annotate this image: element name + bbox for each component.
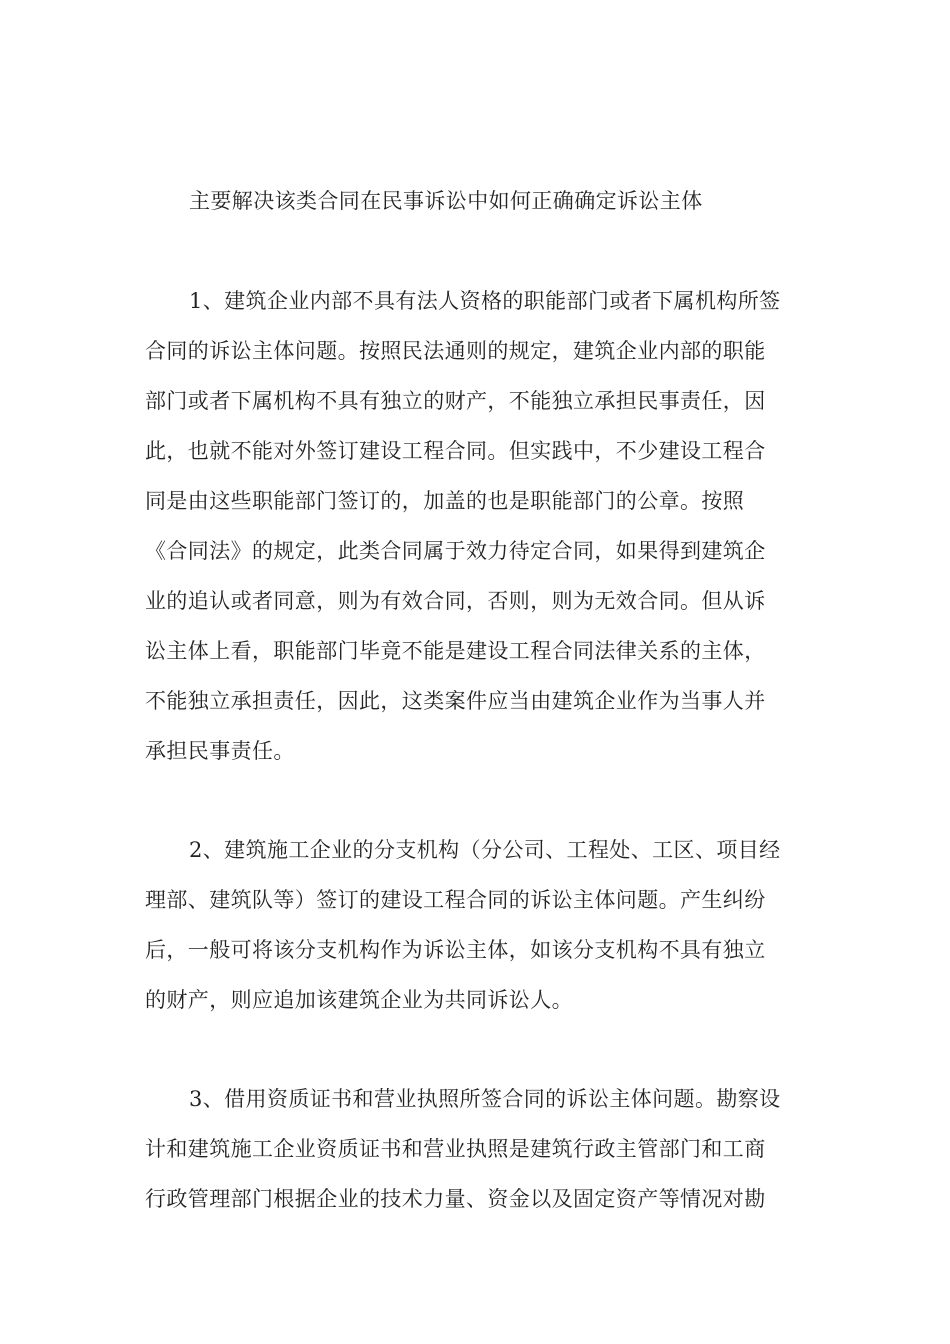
paragraph-line: 3、借用资质证书和营业执照所签合同的诉讼主体问题。勘察设 bbox=[189, 1087, 781, 1111]
paragraph-line: 后，一般可将该分支机构作为诉讼主体，如该分支机构不具有独立 bbox=[145, 938, 766, 962]
paragraph-line: 1、建筑企业内部不具有法人资格的职能部门或者下属机构所签 bbox=[189, 289, 781, 313]
paragraph-line: 行政管理部门根据企业的技术力量、资金以及固定资产等情况对勘 bbox=[145, 1187, 766, 1211]
paragraph-line: 计和建筑施工企业资质证书和营业执照是建筑行政主管部门和工商 bbox=[145, 1137, 766, 1161]
paragraph-line: 承担民事责任。 bbox=[145, 739, 295, 763]
paragraph-line: 的财产，则应追加该建筑企业为共同诉讼人。 bbox=[145, 988, 573, 1012]
paragraph-line: 业的追认或者同意，则为有效合同，否则，则为无效合同。但从诉 bbox=[145, 589, 766, 613]
paragraph-line: 讼主体上看，职能部门毕竟不能是建设工程合同法律关系的主体， bbox=[145, 639, 766, 663]
paragraph-line: 合同的诉讼主体问题。按照民法通则的规定，建筑企业内部的职能 bbox=[145, 339, 766, 363]
paragraph-line: 部门或者下属机构不具有独立的财产，不能独立承担民事责任，因 bbox=[145, 389, 766, 413]
paragraph-line: 此，也就不能对外签订建设工程合同。但实践中，不少建设工程合 bbox=[145, 439, 766, 463]
document-heading: 主要解决该类合同在民事诉讼中如何正确确定诉讼主体 bbox=[189, 189, 703, 213]
paragraph-line: 《合同法》的规定，此类合同属于效力待定合同，如果得到建筑企 bbox=[145, 539, 766, 563]
paragraph-line: 同是由这些职能部门签订的，加盖的也是职能部门的公章。按照 bbox=[145, 489, 745, 513]
paragraph-line: 理部、建筑队等）签订的建设工程合同的诉讼主体问题。产生纠纷 bbox=[145, 888, 766, 912]
paragraph-line: 不能独立承担责任，因此，这类案件应当由建筑企业作为当事人并 bbox=[145, 689, 766, 713]
paragraph-line: 2、建筑施工企业的分支机构（分公司、工程处、工区、项目经 bbox=[189, 838, 781, 862]
